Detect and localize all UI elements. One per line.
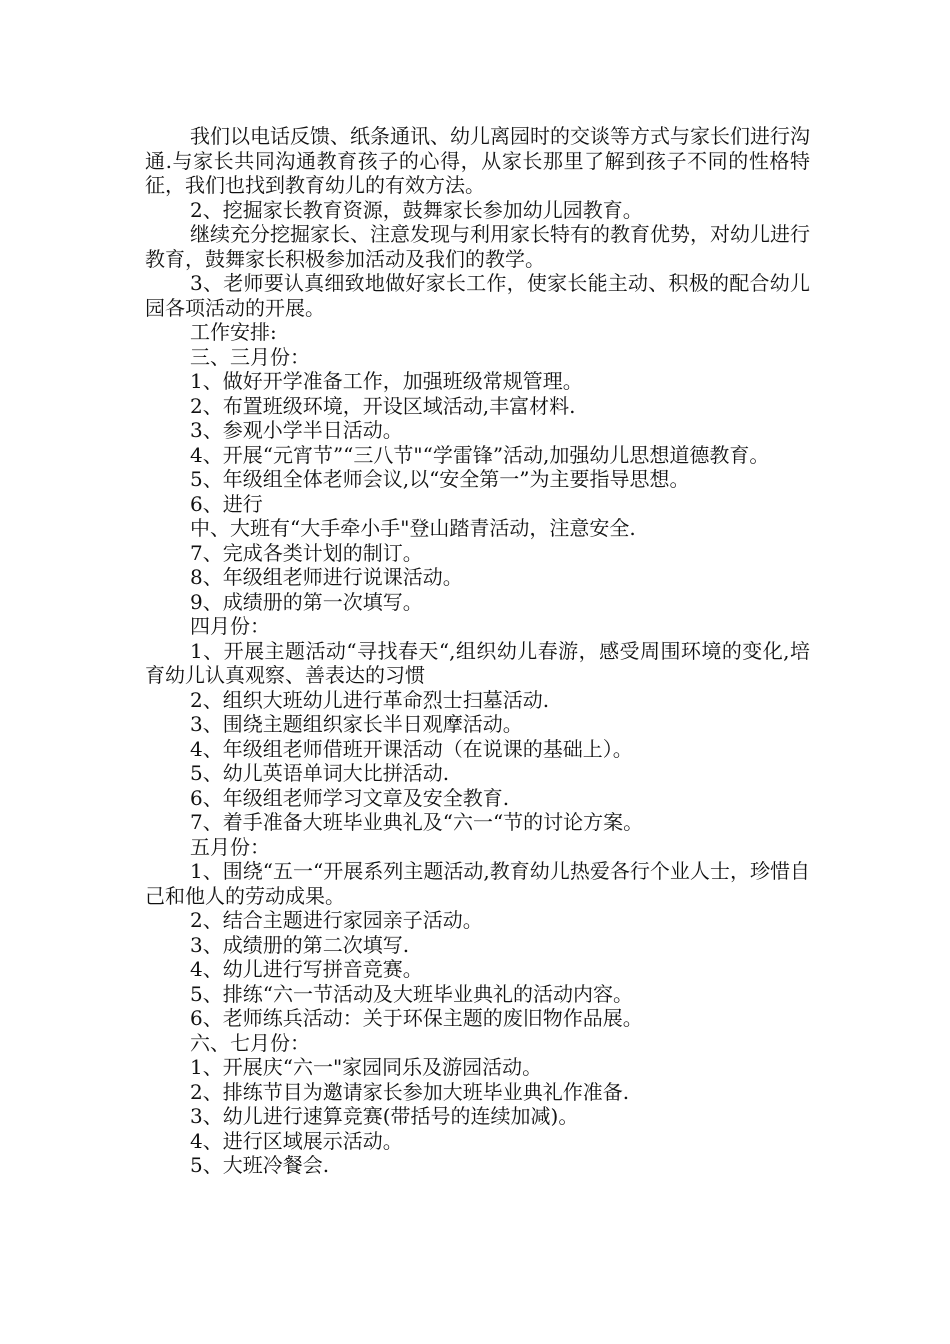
list-item: 2、组织大班幼儿进行革命烈士扫墓活动. — [190, 687, 550, 712]
list-item: 3、围绕主题组织家长半日观摩活动。 — [190, 712, 523, 736]
list-item: 4、幼儿进行写拼音竞赛。 — [190, 957, 423, 981]
section-heading-march: 三、三月份： — [190, 344, 310, 369]
list-item: 5、排练“六一节活动及大班毕业典礼的活动内容。 — [190, 981, 633, 1006]
list-item: 7、完成各类计划的制订。 — [190, 540, 423, 565]
section-heading-april: 四月份： — [190, 614, 270, 638]
paragraph-body: 继续充分挖掘家长、注意发现与利用家长特有的教育优势，对幼儿进行教育，鼓舞家长积极参加活动及我们的教学。 — [145, 222, 810, 271]
list-item: 2、结合主题进行家园亲子活动。 — [190, 908, 483, 932]
list-item: 4、进行区域展示活动。 — [190, 1128, 403, 1153]
list-item: 3、幼儿进行速算竞赛(带括号的连续加减)。 — [190, 1104, 579, 1128]
list-item: 9、成绩册的第一次填写。 — [190, 589, 423, 614]
list-item: 3、成绩册的第二次填写. — [190, 932, 410, 957]
list-item: 5、年级组全体老师会议,以“安全第一”为主要指导思想。 — [190, 467, 690, 491]
list-item: 5、大班冷餐会. — [190, 1153, 330, 1177]
section-heading-may: 五月份： — [190, 834, 270, 859]
list-item: 1、开展主题活动“寻找春天“,组织幼儿春游，感受周围环境的变化,培育幼儿认真观察、善表达的习惯 — [145, 638, 810, 687]
list-item: 2、排练节目为邀请家长参加大班毕业典礼作准备. — [190, 1079, 630, 1104]
section-heading-work-plan: 工作安排: — [190, 320, 277, 344]
paragraph-communication: 我们以电话反馈、纸条通讯、幼儿离园时的交谈等方式与家长们进行沟通.与家长共同沟通教育孩子的心得，从家长那里了解到孩子不同的性格特征，我们也找到教育幼儿的有效方法。 — [145, 124, 810, 197]
paragraph-item: 2、挖掘家长教育资源，鼓舞家长参加幼儿园教育。 — [190, 197, 643, 222]
list-item: 6、进行 — [190, 491, 263, 516]
paragraph-item: 3、老师要认真细致地做好家长工作，使家长能主动、积极的配合幼儿园各项活动的开展。 — [145, 271, 810, 320]
document-body — [145, 124, 810, 1178]
list-item: 4、年级组老师借班开课活动（在说课的基础上）。 — [190, 736, 633, 761]
list-item: 6、年级组老师学习文章及安全教育. — [190, 785, 510, 810]
list-item: 1、围绕“五一“开展系列主题活动,教育幼儿热爱各行个业人士，珍惜自己和他人的劳动成果。 — [145, 859, 810, 908]
list-item: 4、开展“元宵节”“三八节"“学雷锋”活动,加强幼儿思想道德教育。 — [190, 442, 770, 467]
section-heading-june-july: 六、七月份： — [190, 1030, 310, 1055]
list-item: 7、着手准备大班毕业典礼及“六一“节的讨论方案。 — [190, 810, 644, 834]
list-item: 5、幼儿英语单词大比拼活动. — [190, 761, 450, 785]
list-item: 2、布置班级环境，开设区域活动,丰富材料. — [190, 393, 576, 418]
list-item: 3、参观小学半日活动。 — [190, 418, 403, 442]
list-item: 1、开展庆“六一"家园同乐及游园活动。 — [190, 1055, 543, 1079]
list-item: 8、年级组老师进行说课活动。 — [190, 565, 463, 589]
list-item: 1、做好开学准备工作，加强班级常规管理。 — [190, 369, 583, 393]
list-item: 中、大班有“大手牵小手"登山踏青活动，注意安全. — [190, 516, 636, 540]
list-item: 6、老师练兵活动：关于环保主题的废旧物作品展。 — [190, 1006, 643, 1030]
